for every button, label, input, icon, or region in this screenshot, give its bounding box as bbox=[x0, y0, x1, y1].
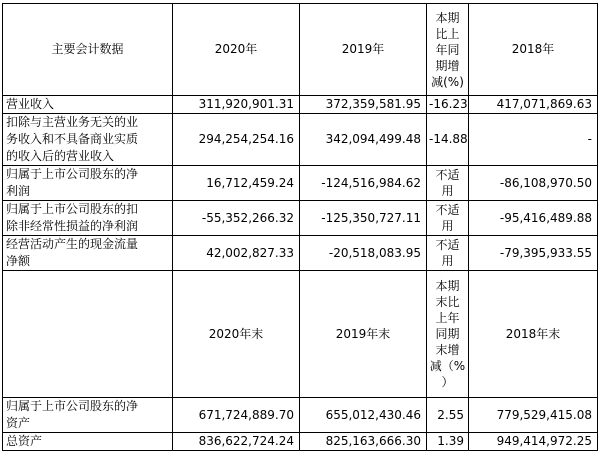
row-label: 归属于上市公司股东的净 利润 bbox=[3, 166, 173, 201]
value-2018: - bbox=[469, 114, 598, 166]
value-2019: -124,516,984.62 bbox=[300, 166, 427, 201]
value-change: -16.23 bbox=[427, 96, 469, 114]
header2-year-end-2019: 2019年末 bbox=[300, 271, 427, 398]
table-row bbox=[3, 96, 598, 114]
header-label-main-data: 主要会计数据 bbox=[3, 4, 173, 96]
row-label: 总资产 bbox=[3, 433, 173, 451]
header-row-period-end bbox=[3, 271, 598, 398]
value-change: 不适 用 bbox=[427, 236, 469, 271]
value-2019: 342,094,499.48 bbox=[300, 114, 427, 166]
header2-year-end-2020: 2020年末 bbox=[173, 271, 300, 398]
header-row bbox=[3, 4, 598, 96]
table-row bbox=[3, 433, 598, 451]
row-label: 扣除与主营业务无关的业 务收入和不具备商业实质 的收入后的营业收入 bbox=[3, 114, 173, 166]
row-label: 经营活动产生的现金流量 净额 bbox=[3, 236, 173, 271]
row-label: 营业收入 bbox=[3, 96, 173, 114]
table-row bbox=[3, 236, 598, 271]
value-2019: -20,518,083.95 bbox=[300, 236, 427, 271]
value-2020: 671,724,889.70 bbox=[173, 398, 300, 433]
header2-blank bbox=[3, 271, 173, 398]
table-row bbox=[3, 114, 598, 166]
value-change: 1.39 bbox=[427, 433, 469, 451]
header2-year-end-2018: 2018年末 bbox=[469, 271, 598, 398]
table-row bbox=[3, 166, 598, 201]
header-year-2018: 2018年 bbox=[469, 4, 598, 96]
header2-yoy-change: 本期 末比 上年 同期 末增 减（% ） bbox=[427, 271, 469, 398]
value-2018: 779,529,415.08 bbox=[469, 398, 598, 433]
header-yoy-change: 本期 比上 年同 期增 减(%) bbox=[427, 4, 469, 96]
value-2018: -95,416,489.88 bbox=[469, 201, 598, 236]
value-2019: 655,012,430.46 bbox=[300, 398, 427, 433]
table-row bbox=[3, 201, 598, 236]
value-2018: 417,071,869.63 bbox=[469, 96, 598, 114]
value-2018: -86,108,970.50 bbox=[469, 166, 598, 201]
value-2018: 949,414,972.25 bbox=[469, 433, 598, 451]
header-year-2020: 2020年 bbox=[173, 4, 300, 96]
value-2020: 836,622,724.24 bbox=[173, 433, 300, 451]
key-accounting-data-table bbox=[2, 3, 598, 451]
value-2019: 825,163,666.30 bbox=[300, 433, 427, 451]
header-year-2019: 2019年 bbox=[300, 4, 427, 96]
value-2018: -79,395,933.55 bbox=[469, 236, 598, 271]
row-label: 归属于上市公司股东的扣 除非经常性损益的净利润 bbox=[3, 201, 173, 236]
value-2020: 311,920,901.31 bbox=[173, 96, 300, 114]
value-change: 不适 用 bbox=[427, 201, 469, 236]
value-2019: -125,350,727.11 bbox=[300, 201, 427, 236]
value-2019: 372,359,581.95 bbox=[300, 96, 427, 114]
table-row bbox=[3, 398, 598, 433]
row-label: 归属于上市公司股东的净 资产 bbox=[3, 398, 173, 433]
value-2020: -55,352,266.32 bbox=[173, 201, 300, 236]
value-2020: 16,712,459.24 bbox=[173, 166, 300, 201]
value-2020: 42,002,827.33 bbox=[173, 236, 300, 271]
value-change: 2.55 bbox=[427, 398, 469, 433]
value-change: -14.88 bbox=[427, 114, 469, 166]
value-change: 不适 用 bbox=[427, 166, 469, 201]
value-2020: 294,254,254.16 bbox=[173, 114, 300, 166]
